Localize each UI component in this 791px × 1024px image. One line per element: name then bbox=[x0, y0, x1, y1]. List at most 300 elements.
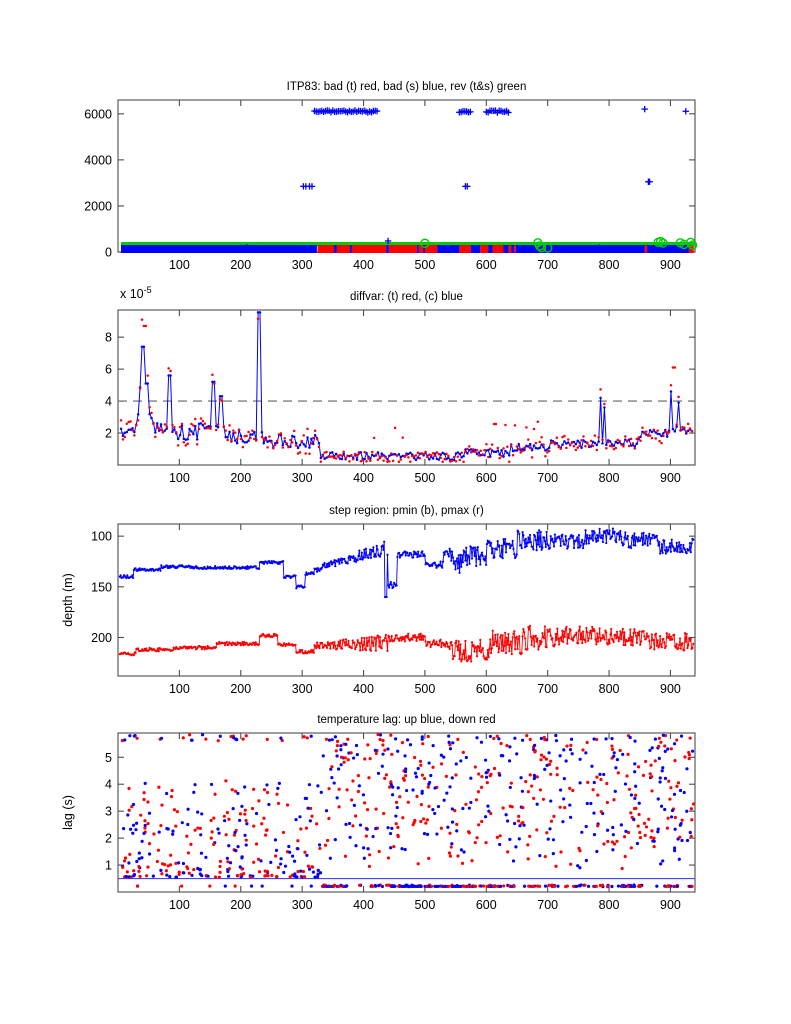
marker-dot bbox=[575, 539, 577, 541]
marker-dot bbox=[327, 787, 330, 790]
marker-dot bbox=[624, 782, 627, 785]
marker-dot bbox=[528, 835, 531, 838]
marker-dot bbox=[657, 639, 659, 641]
marker-dot bbox=[214, 875, 217, 878]
marker-dot bbox=[513, 553, 515, 555]
marker-dot bbox=[255, 439, 258, 442]
marker-dot bbox=[417, 767, 420, 770]
marker-dot bbox=[568, 637, 570, 639]
marker-dot bbox=[318, 647, 320, 649]
marker-dot bbox=[322, 754, 325, 757]
x-tick-label: 400 bbox=[353, 471, 374, 485]
marker-dot bbox=[406, 636, 408, 638]
marker-dot bbox=[391, 584, 393, 586]
marker-dot bbox=[251, 644, 253, 646]
marker-dot bbox=[146, 865, 149, 868]
marker-dot bbox=[657, 539, 659, 541]
marker-dot bbox=[506, 446, 509, 449]
marker-dot bbox=[521, 739, 524, 742]
marker-dot bbox=[350, 798, 353, 801]
marker-dot bbox=[668, 798, 671, 801]
marker-dot bbox=[280, 432, 283, 435]
marker-dot bbox=[669, 542, 671, 544]
marker-dot bbox=[592, 539, 594, 541]
marker-dot bbox=[567, 438, 570, 441]
marker-dot bbox=[527, 790, 530, 793]
marker-dot bbox=[354, 814, 357, 817]
marker-dot bbox=[309, 819, 312, 822]
marker-dot bbox=[137, 870, 140, 873]
marker-dot bbox=[468, 445, 471, 448]
marker-dot bbox=[142, 791, 145, 794]
marker-dot bbox=[658, 433, 661, 436]
marker-dot bbox=[192, 868, 195, 871]
marker-dot bbox=[154, 431, 157, 434]
marker-dot bbox=[506, 452, 509, 455]
marker-dot bbox=[245, 843, 248, 846]
marker-dot bbox=[543, 768, 546, 771]
marker-dot bbox=[473, 650, 475, 652]
marker-dot bbox=[310, 815, 313, 818]
marker-dot bbox=[605, 782, 608, 785]
marker-dot bbox=[536, 531, 538, 533]
y-tick-label: 100 bbox=[91, 529, 112, 544]
marker-dot bbox=[552, 852, 555, 855]
marker-dot bbox=[407, 633, 409, 635]
marker-dot bbox=[160, 804, 163, 807]
marker-dot bbox=[367, 457, 370, 460]
marker-dot bbox=[628, 637, 630, 639]
marker-dot bbox=[654, 759, 657, 762]
marker-dot bbox=[294, 574, 296, 576]
marker-dot bbox=[377, 772, 380, 775]
marker-dot bbox=[652, 639, 654, 641]
marker-dot bbox=[417, 451, 420, 454]
marker-dot bbox=[467, 830, 470, 833]
marker-dot bbox=[521, 635, 523, 637]
x-tick-label: 700 bbox=[537, 898, 559, 912]
marker-dot bbox=[180, 884, 183, 887]
marker-dot bbox=[636, 842, 639, 845]
marker-dot bbox=[597, 436, 600, 439]
marker-dot bbox=[196, 811, 199, 814]
marker-dot bbox=[513, 630, 515, 632]
marker-dot bbox=[160, 423, 163, 426]
marker-dot bbox=[628, 788, 631, 791]
marker-dot bbox=[670, 815, 673, 818]
marker-dot bbox=[565, 535, 567, 537]
marker-dot bbox=[549, 628, 551, 630]
marker-dot bbox=[571, 789, 574, 792]
x-tick-label: 800 bbox=[598, 682, 620, 696]
marker-dot bbox=[346, 455, 349, 458]
marker-dot bbox=[182, 736, 185, 739]
marker-dot bbox=[579, 781, 582, 784]
marker-dot bbox=[613, 641, 615, 643]
marker-dot bbox=[592, 812, 595, 815]
marker-dot bbox=[133, 434, 136, 437]
marker-dot bbox=[199, 868, 202, 871]
marker-dot bbox=[689, 640, 691, 642]
marker-dot bbox=[650, 775, 653, 778]
marker-dot bbox=[639, 644, 641, 646]
marker-dot bbox=[538, 441, 541, 444]
marker-dot bbox=[224, 429, 227, 432]
marker-dot bbox=[645, 638, 647, 640]
marker-dot bbox=[401, 816, 404, 819]
y-tick-label: 0 bbox=[105, 245, 112, 260]
marker-dot bbox=[462, 653, 464, 655]
marker-dot bbox=[671, 539, 673, 541]
marker-dot bbox=[422, 817, 425, 820]
x-tick-label: 200 bbox=[230, 471, 252, 485]
y-tick-label: 6000 bbox=[84, 107, 112, 122]
marker-dot bbox=[478, 558, 480, 560]
marker-dot bbox=[564, 544, 566, 546]
marker-dot bbox=[549, 773, 552, 776]
marker-dot bbox=[676, 885, 679, 888]
marker-dot bbox=[645, 535, 647, 537]
marker-dot bbox=[565, 744, 568, 747]
marker-dot bbox=[306, 807, 309, 810]
marker-dot bbox=[405, 454, 408, 457]
marker-dot bbox=[658, 440, 661, 443]
marker-dot bbox=[442, 561, 444, 563]
marker-dot bbox=[666, 817, 669, 820]
marker-dot bbox=[517, 815, 520, 818]
marker-dot bbox=[468, 563, 470, 565]
marker-dot bbox=[325, 809, 328, 812]
marker-dot bbox=[126, 813, 129, 816]
marker-dot bbox=[381, 743, 384, 746]
marker-dot bbox=[291, 441, 294, 444]
marker-dot bbox=[322, 455, 325, 458]
marker-dot bbox=[606, 529, 608, 531]
marker-dot bbox=[484, 841, 487, 844]
marker-dot bbox=[338, 885, 341, 888]
y-axis-label: depth (m) bbox=[61, 573, 75, 627]
marker-dot bbox=[465, 547, 467, 549]
marker-dot bbox=[531, 644, 533, 646]
marker-dot bbox=[673, 793, 676, 796]
marker-dot bbox=[144, 824, 147, 827]
marker-dot bbox=[491, 647, 493, 649]
marker-dot bbox=[540, 643, 542, 645]
marker-dot bbox=[242, 737, 245, 740]
marker-dot bbox=[466, 452, 469, 455]
marker-dot bbox=[165, 873, 168, 876]
marker-dot bbox=[602, 773, 605, 776]
marker-dot bbox=[503, 543, 505, 545]
marker-dot bbox=[266, 738, 269, 741]
marker-dot bbox=[427, 786, 430, 789]
marker-dot bbox=[656, 429, 659, 432]
marker-dot bbox=[438, 458, 441, 461]
marker-dot bbox=[200, 417, 203, 420]
marker-dot bbox=[604, 638, 606, 640]
marker-dot bbox=[361, 551, 363, 553]
marker-dot bbox=[606, 801, 609, 804]
marker-dot bbox=[417, 636, 419, 638]
marker-dot bbox=[677, 781, 680, 784]
marker-dot bbox=[683, 755, 686, 758]
marker-dot bbox=[455, 560, 457, 562]
marker-dot bbox=[613, 531, 615, 533]
marker-dot bbox=[174, 824, 177, 827]
marker-dot bbox=[236, 438, 239, 441]
marker-dot bbox=[194, 829, 197, 832]
marker-dot bbox=[670, 551, 672, 553]
marker-dot bbox=[270, 874, 273, 877]
marker-dot bbox=[586, 802, 589, 805]
marker-dot bbox=[129, 828, 132, 831]
marker-dot bbox=[501, 545, 503, 547]
marker-dot bbox=[544, 855, 547, 858]
marker-dot bbox=[201, 648, 203, 650]
marker-dot bbox=[536, 885, 539, 888]
marker-dot bbox=[307, 865, 310, 868]
marker-dot bbox=[310, 442, 313, 445]
marker-dot bbox=[129, 420, 132, 423]
marker-dot bbox=[683, 426, 686, 429]
marker-dot bbox=[620, 638, 622, 640]
marker-dot bbox=[226, 641, 228, 643]
marker-dot bbox=[330, 776, 333, 779]
marker-dot bbox=[549, 799, 552, 802]
marker-dot bbox=[493, 767, 496, 770]
marker-dot bbox=[261, 884, 264, 887]
y-tick-label: 3 bbox=[105, 804, 112, 819]
marker-dot bbox=[446, 551, 448, 553]
marker-dot bbox=[514, 845, 517, 848]
marker-dot bbox=[283, 440, 286, 443]
marker-dot bbox=[526, 545, 528, 547]
marker-dot bbox=[363, 451, 366, 454]
marker-dot bbox=[330, 765, 333, 768]
marker-dot bbox=[635, 635, 637, 637]
marker-dot bbox=[436, 451, 439, 454]
y-tick-label: 200 bbox=[91, 630, 112, 645]
marker-dot bbox=[137, 647, 139, 649]
marker-dot bbox=[393, 640, 395, 642]
marker-dot bbox=[678, 541, 680, 543]
marker-dot bbox=[506, 819, 509, 822]
marker-dot bbox=[671, 638, 673, 640]
marker-dot bbox=[533, 777, 536, 780]
marker-dot bbox=[687, 644, 689, 646]
marker-dot bbox=[667, 780, 670, 783]
marker-dot bbox=[483, 559, 485, 561]
marker-dot bbox=[595, 643, 597, 645]
marker-dot bbox=[221, 400, 224, 403]
marker-dot bbox=[508, 650, 510, 652]
marker-dot bbox=[533, 744, 536, 747]
x-tick-label: 500 bbox=[414, 682, 436, 696]
marker-dot bbox=[602, 541, 604, 543]
marker-dot bbox=[386, 650, 388, 652]
marker-dot bbox=[484, 555, 486, 557]
marker-dot bbox=[381, 545, 383, 547]
marker-dot bbox=[347, 640, 349, 642]
marker-dot bbox=[677, 545, 679, 547]
marker-dot bbox=[434, 454, 437, 457]
marker-dot bbox=[505, 813, 508, 816]
marker-dot bbox=[279, 857, 282, 860]
marker-dot bbox=[381, 647, 383, 649]
marker-dot bbox=[363, 801, 366, 804]
marker-dot bbox=[510, 640, 512, 642]
marker-dot bbox=[464, 803, 467, 806]
marker-dot bbox=[458, 640, 460, 642]
marker-dot bbox=[655, 885, 658, 888]
marker-dot bbox=[665, 885, 668, 888]
marker-dot bbox=[334, 565, 336, 567]
marker-dot bbox=[334, 838, 337, 841]
marker-dot bbox=[643, 432, 646, 435]
marker-dot bbox=[123, 859, 126, 862]
marker-dot bbox=[391, 793, 394, 796]
marker-dot bbox=[599, 388, 602, 391]
marker-dot bbox=[361, 637, 363, 639]
marker-dot bbox=[411, 639, 413, 641]
marker-dot bbox=[381, 739, 384, 742]
marker-dot bbox=[284, 577, 286, 579]
marker-dot bbox=[156, 422, 159, 425]
marker-dot bbox=[329, 647, 331, 649]
marker-dot bbox=[343, 641, 345, 643]
marker-dot bbox=[593, 833, 596, 836]
marker-dot bbox=[476, 549, 478, 551]
marker-dot bbox=[375, 650, 377, 652]
marker-dot bbox=[662, 638, 664, 640]
marker-dot bbox=[135, 822, 138, 825]
marker-dot bbox=[428, 781, 431, 784]
marker-dot bbox=[628, 445, 631, 448]
marker-dot bbox=[348, 460, 351, 463]
marker-dot bbox=[427, 735, 430, 738]
marker-dot bbox=[654, 737, 657, 740]
marker-dot bbox=[431, 808, 434, 811]
marker-dot bbox=[122, 827, 125, 830]
marker-dot bbox=[325, 451, 328, 454]
marker-dot bbox=[245, 822, 248, 825]
marker-dot bbox=[504, 450, 507, 453]
marker-dot bbox=[480, 775, 483, 778]
marker-dot bbox=[362, 649, 364, 651]
marker-dot bbox=[610, 737, 613, 740]
marker-dot bbox=[508, 454, 511, 457]
marker-dot bbox=[640, 537, 642, 539]
marker-dot bbox=[159, 824, 162, 827]
marker-dot bbox=[186, 867, 189, 870]
marker-dot bbox=[404, 774, 407, 777]
marker-dot bbox=[587, 640, 589, 642]
marker-dot bbox=[135, 424, 138, 427]
marker-dot bbox=[595, 776, 598, 779]
marker-dot bbox=[466, 448, 469, 451]
marker-dot bbox=[479, 563, 481, 565]
marker-dot bbox=[537, 421, 540, 424]
marker-dot bbox=[339, 639, 341, 641]
marker-dot bbox=[146, 822, 149, 825]
marker-dot bbox=[382, 549, 384, 551]
marker-dot bbox=[454, 642, 456, 644]
marker-dot bbox=[369, 460, 372, 463]
marker-dot bbox=[577, 847, 580, 850]
marker-dot bbox=[134, 567, 136, 569]
marker-dot bbox=[616, 758, 619, 761]
flag-band bbox=[317, 245, 334, 253]
marker-dot bbox=[573, 547, 575, 549]
marker-dot bbox=[586, 781, 589, 784]
marker-dot bbox=[407, 801, 410, 804]
marker-dot bbox=[578, 866, 581, 869]
marker-dot bbox=[462, 561, 464, 563]
x-tick-label: 700 bbox=[537, 258, 559, 272]
marker-dot bbox=[650, 789, 653, 792]
marker-dot bbox=[565, 759, 568, 762]
marker-dot bbox=[316, 784, 319, 787]
marker-dot bbox=[599, 397, 602, 400]
x-tick-label: 500 bbox=[414, 471, 436, 485]
marker-dot bbox=[424, 555, 426, 557]
marker-dot bbox=[122, 438, 125, 441]
marker-dot bbox=[179, 434, 182, 437]
marker-dot bbox=[674, 816, 677, 819]
marker-dot bbox=[396, 634, 398, 636]
marker-dot bbox=[579, 626, 581, 628]
marker-dot bbox=[470, 660, 472, 662]
marker-dot bbox=[638, 802, 641, 805]
marker-dot bbox=[564, 636, 566, 638]
marker-dot bbox=[177, 438, 180, 441]
marker-dot bbox=[279, 737, 282, 740]
marker-dot bbox=[610, 628, 612, 630]
marker-dot bbox=[255, 641, 257, 643]
marker-dot bbox=[483, 449, 486, 452]
marker-dot bbox=[664, 549, 666, 551]
marker-dot bbox=[618, 640, 620, 642]
marker-dot bbox=[366, 743, 369, 746]
marker-dot bbox=[565, 626, 567, 628]
marker-dot bbox=[371, 550, 373, 552]
marker-dot bbox=[266, 446, 269, 449]
marker-dot bbox=[600, 537, 602, 539]
marker-dot bbox=[535, 828, 538, 831]
marker-dot bbox=[564, 885, 567, 888]
marker-dot bbox=[652, 534, 654, 536]
marker-dot bbox=[584, 445, 587, 448]
marker-dot bbox=[683, 791, 686, 794]
x-tick-label: 600 bbox=[475, 471, 497, 485]
marker-dot bbox=[463, 649, 465, 651]
marker-dot bbox=[563, 440, 566, 443]
marker-dot bbox=[386, 826, 389, 829]
marker-dot bbox=[481, 453, 484, 456]
marker-dot bbox=[545, 546, 547, 548]
marker-dot bbox=[586, 741, 589, 744]
marker-dot bbox=[516, 636, 518, 638]
marker-dot bbox=[531, 449, 534, 452]
marker-dot bbox=[644, 834, 647, 837]
marker-dot bbox=[539, 758, 542, 761]
marker-dot bbox=[540, 737, 543, 740]
marker-dot bbox=[137, 413, 140, 416]
marker-dot bbox=[252, 861, 255, 864]
marker-dot bbox=[548, 630, 550, 632]
marker-dot bbox=[502, 634, 504, 636]
marker-dot bbox=[240, 435, 243, 438]
